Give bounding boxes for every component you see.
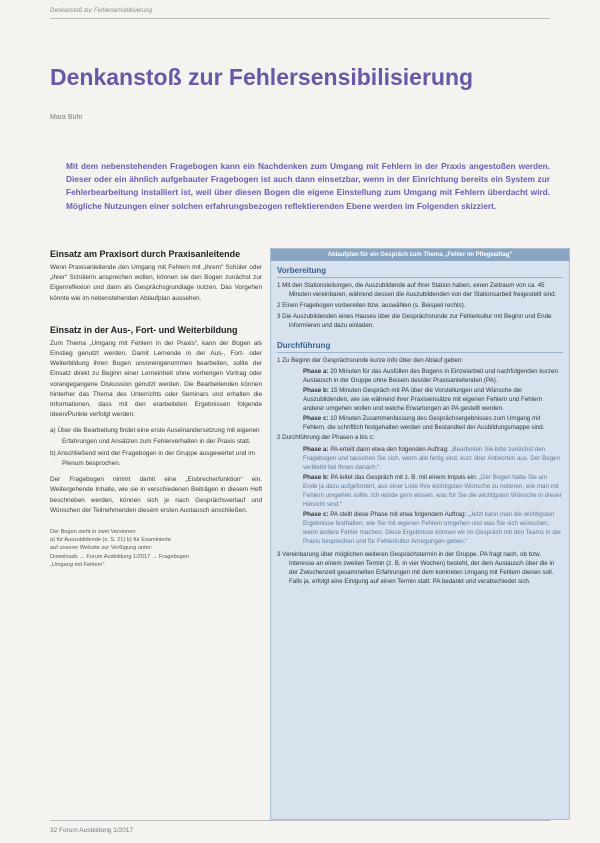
note-line: „Umgang mit Fehlern“: [50, 561, 105, 568]
panel-heading: Ablaufplan für ein Gespräch zum Thema „Fehler im Pflegealltag“: [271, 249, 569, 261]
paragraph-praxisort: Wenn Praxisanleitende den Umgang mit Fehlern mit „ihrem“ Schüler oder „ihrer“ Schülerin ansprechen wollen, können sie den Bogen zunächst zur Eigenreflexion und dann als Gesprächsgrundlage nutzen. Das Vorgehen könnte wie im nebenstehenden Ablaufplan aussehen.: [50, 264, 262, 302]
list-item: a) Über die Bearbeitung findet eine erste Auseinandersetzung mit eigenen Erfahrungen und Ansätzen zum Fehlerverhalten in der Praxis statt.: [50, 427, 260, 445]
list-item: b) Anschließend wird der Fragebogen in der Gruppe ausgewertet und im Plenum besprochen.: [50, 449, 255, 468]
paragraph-eisbrecher: Der Fragebogen nimmt damit eine „Eisbrecherfunktion“ ein. Weitergehende Inhalte, wie sie in verschiedenen Beiträgen in diesem Heft beschrieben werden, können sich je nach Gesprächsverlauf und Wünschen der Teilnehmenden diesem ersten Austausch anschließen.: [50, 476, 262, 514]
phase-item: Phase a: 20 Minuten für das Ausfüllen des Bogens in Einzelarbeit und nachfolgenden kurzen Austausch in der Gruppe ohne Beisein des/der Praxisanleitenden (PA).: [303, 367, 558, 384]
left-column: [50, 248, 262, 569]
author-name: Mara Bühr: [50, 114, 83, 121]
list-item: 3 Vereinbarung über möglichen weiteren Gesprächstermin in der Gruppe. PA fragt nach, ob bzw. Interesse an einem zweiten Termin (z. B. in vier Wochen) besteht, der dem Austausch über die in der Zwischenzeit gesammelten Erfahrungen mit dem konkreten Umgang mit Fehlern dienen soll. Falls ja, erfolgt eine Einigung auf einen Termin statt. PA bedankt und verabschiedet sich.: [277, 550, 555, 585]
list-item: 2 Einen Fragebogen vorbereiten bzw. auswählen (s. Beispiel rechts).: [277, 302, 466, 310]
phase-item: Phase c: PA stellt diese Phase mit etwa folgendem Auftrag: „Jetzt kann man die wichtigsten Ergebnisse festhalten, wie Sie mit eigenen Fehlern umgehen und was Sie sich wünschen, wenn andere Fehler machen. Diese Ergebnisse können wir im Gespräch mit den Teams in der Praxis besprechen und für Fehlerkultur Anregungen geben.“: [303, 511, 562, 546]
running-header: Denkanstoß zur Fehlersensibilisierung: [50, 8, 153, 14]
section-title-durchfuehrung: Durchführung: [277, 340, 331, 350]
page-footer: 32 Forum Ausbildung 1/2017: [50, 827, 134, 834]
paragraph-ausbildung: Zum Thema „Umgang mit Fehlern in der Praxis“, kann der Bogen als Einstieg genutzt werden. Damit Lernende in der Aus-, Fort- oder Weiterbildung ihren Bogen unvoreingenommen bearbeiten, sollte der Einsatz direkt zu Beginn einer Lerneinheit ohne vorherigen Vortrag oder vorangegangene Diskussion genutzt werden. Die Bearbeitenden können hinterher das Thema des Unterrichts oder Seminars und erhalten die Informationen, dass mit den erarbeiteten Ergebnissen folgende Ideen/Punkte verfolgt werden:: [50, 339, 262, 419]
section-title-vorbereitung: Vorbereitung: [277, 266, 327, 275]
section-heading-praxisort: Einsatz am Praxisort durch Praxisanleitende: [50, 249, 241, 259]
panel-body: [277, 264, 563, 588]
note-line: auf unserer Website zur Verfügung unter:: [50, 545, 153, 552]
lead-paragraph: Mit dem nebenstehenden Fragebogen kann ein Nachdenken zum Umgang mit Fehlern in der Praxis angestoßen werden. Dieser oder ein ähnlich aufgebauter Fragebogen ist auch dann einsetzbar, wenn in der Einrichtung bereits ein System zur Fehlerbearbeitung installiert ist, weil über diesen Bogen die eigene Einstellung zum Umgang mit Fehlern überdacht wird. Mögliche Nutzungen einer solchen erfahrungsbezogen reflektierenden Ebene werden im Folgenden skizziert.: [66, 161, 550, 211]
section-heading-ausbildung: Einsatz in der Aus-, Fort- und Weiterbildung: [50, 324, 238, 335]
phase-item: Phase b: 15 Minuten Gespräch mit PA über die Vorstellungen und Wünsche der Auszubildenden, wie sie während ihrer Praxiseinsätze mit eigenen Fehlern und Fehlern anderer umgehen wollen und welche Erwartungen an PA gestellt werden.: [303, 386, 543, 413]
list-item: 1 Mit den Stationsleitungen, die Auszubildende auf ihrer Station haben, einen Zeitraum von ca. 45 Minuten vereinbaren, während dessen die Auszubildenden von der Stationsarbeit freigestellt sind.: [277, 282, 557, 299]
phase-item: Phase b: PA leitet das Gespräch mit z. B. mit einem Impuls ein: „Der Bogen hatte Sie am Ende ja dazu aufgefordert, aus einer Liste Ihre wichtigsten Wünsche zu notieren, wie man mit Fehlern umgehen sollte. Ich würde gern wissen, was für Sie die wichtigsten Wünsche in dieser Hinsicht sind.“: [303, 473, 562, 509]
section-rule: [277, 277, 563, 278]
list-item: 2 Durchführung der Phasen a bis c:: [277, 434, 375, 442]
section-rule: [277, 352, 563, 353]
download-note: [50, 528, 262, 569]
goal-list: [50, 426, 262, 469]
header-rule: [50, 18, 550, 19]
footer-rule: [50, 820, 550, 821]
list-item: 3 Die Auszubildenden eines Hauses über die Gesprächsrunde zur Fehlerkultur mit Beginn und Ende informieren und dazu einladen.: [277, 313, 552, 330]
note-line: a) für Auszubildende (s. S. 21) b) für Examinierte: [50, 537, 171, 544]
procedure-panel: [270, 248, 570, 820]
phase-item: Phase c: 10 Minuten Zusammenfassung des Gesprächsergebnisses zum Umgang mit Fehlern, die schriftlich festgehalten werden und Bestandteil der Ausbildungsmappe sind.: [303, 415, 545, 432]
page-title: Denkanstoß zur Fehlersensibilisierung: [50, 64, 474, 90]
phase-item: Phase a: PA erteilt dann etwa den folgenden Auftrag: „Bearbeiten Sie bitte zunächst den Fragebogen und tauschen Sie sich, wenn alle fertig sind, kurz über Antworten aus. Der Bogen verbleibt bei Ihnen danach.“: [303, 445, 560, 471]
list-item: 1 Zu Beginn der Gesprächsrunde kurze Info über den Ablauf geben:: [277, 356, 464, 364]
note-line: Downloads → Forum Ausbildung 1/2017 → Fragebogen: [50, 553, 189, 560]
note-line: Der Bogen steht in zwei Versionen: [50, 529, 136, 536]
